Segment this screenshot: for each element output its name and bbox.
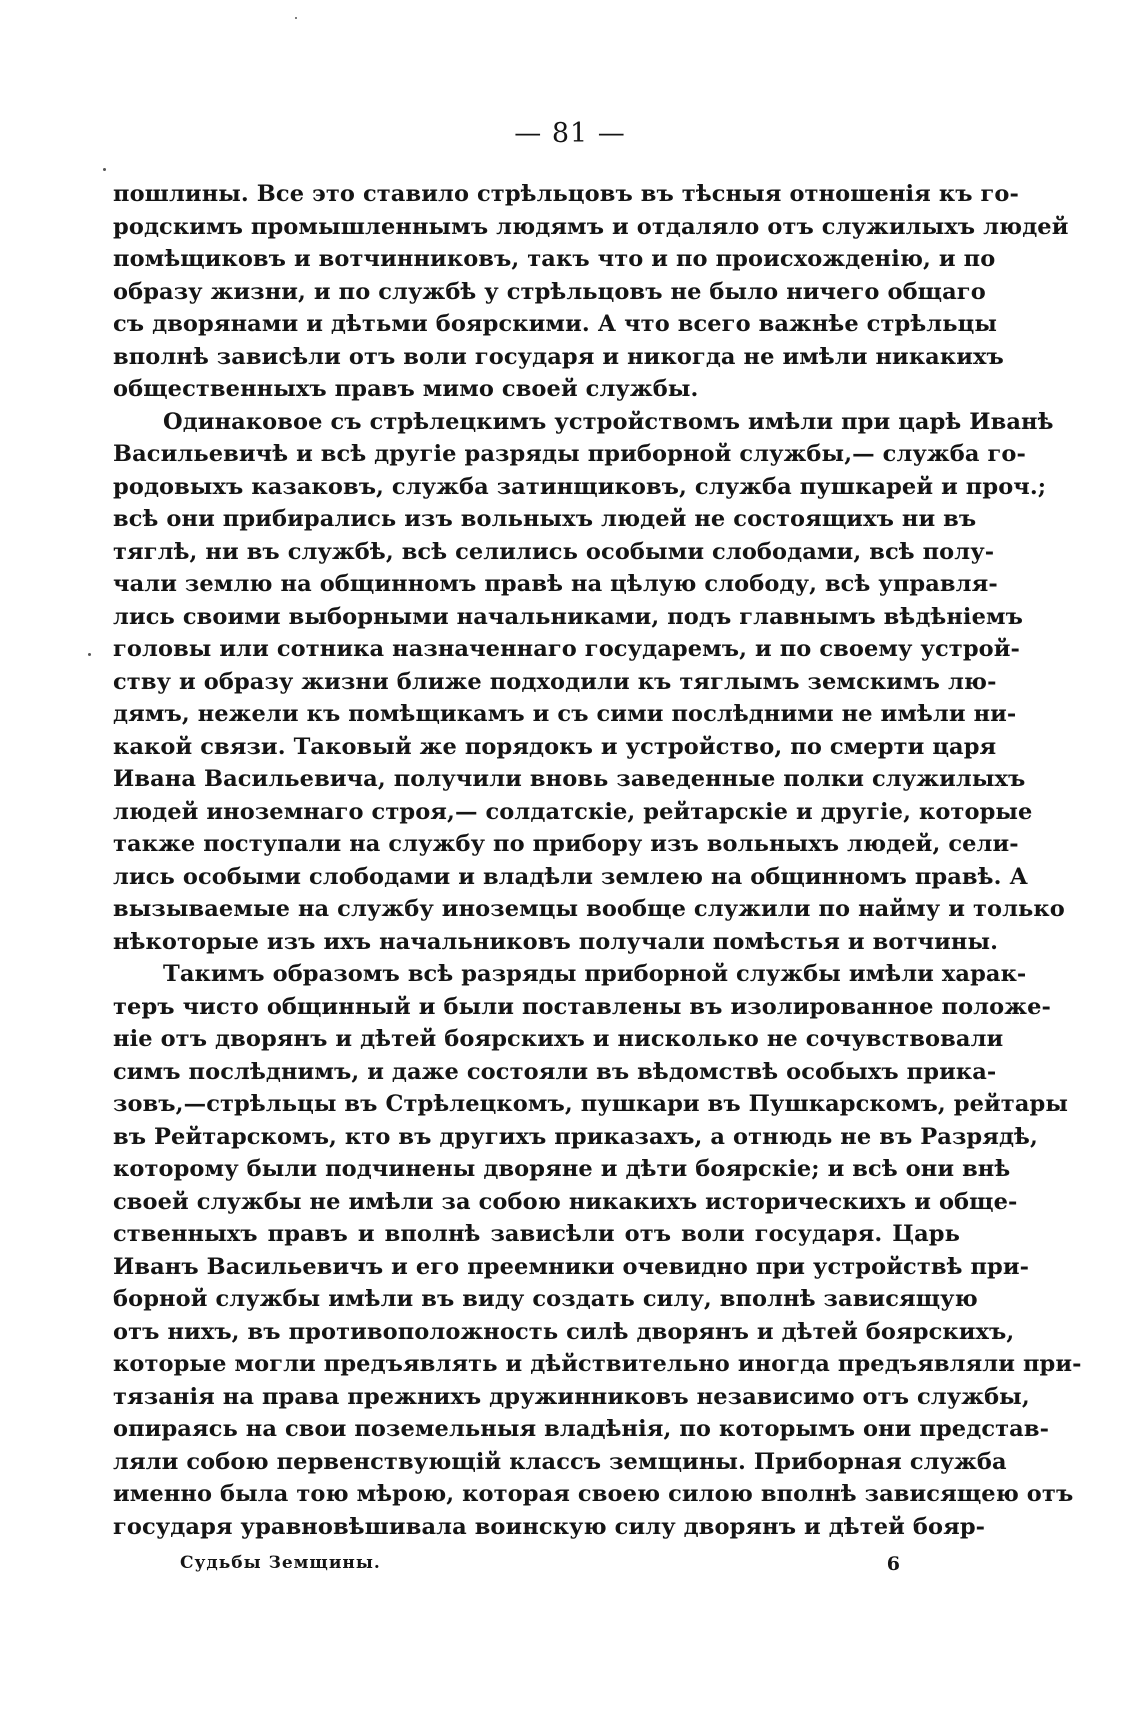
paragraph <box>113 178 1069 406</box>
page-footer <box>180 1553 900 1583</box>
text-line: дямъ, нежели къ помѣщикамъ и съ сими послѣдними не имѣли ни- <box>113 701 1017 727</box>
scan-speck <box>295 17 297 19</box>
text-line: ніе отъ дворянъ и дѣтей боярскихъ и нисколько не сочувствовали <box>113 1026 1004 1052</box>
paragraph <box>113 406 1065 959</box>
text-line: вызываемые на службу иноземцы вообще служили по найму и только <box>113 896 1065 922</box>
text-line: борной службы имѣли въ виду создать силу, вполнѣ зависящую <box>113 1286 978 1312</box>
text-line: родскимъ промышленнымъ людямъ и отдаляло отъ служилыхъ людей <box>113 213 1069 240</box>
text-line: ственныхъ правъ и вполнѣ зависѣли отъ воли государя. Царь <box>113 1221 960 1247</box>
text-line: головы или сотника назначеннаго государемъ, и по своему устрой- <box>113 636 1020 662</box>
text-line: въ Рейтарскомъ, кто въ другихъ приказахъ, а отнюдь не въ Разрядѣ, <box>113 1123 1038 1150</box>
text-line: какой связи. Таковый же порядокъ и устройство, по смерти царя <box>113 733 997 760</box>
text-line: своей службы не имѣли за собою никакихъ историческихъ и обще- <box>113 1188 1018 1215</box>
text-line: съ дворянами и дѣтьми боярскими. А что всего важнѣе стрѣльцы <box>113 311 997 337</box>
text-line: государя уравновѣшивала воинскую силу дворянъ и дѣтей бояр- <box>113 1513 986 1540</box>
text-line: также поступали на службу по прибору изъ вольныхъ людей, сели- <box>113 831 1019 857</box>
page-number: — 81 — <box>514 118 626 149</box>
text-line: лись особыми слободами и владѣли землею на общинномъ правѣ. А <box>113 863 1028 890</box>
text-line: нѣкоторые изъ ихъ начальниковъ получали помѣстья и вотчины. <box>113 928 999 955</box>
scan-speck <box>103 168 106 171</box>
text-line: Иванъ Васильевичъ и его преемники очевидно при устройствѣ при- <box>113 1253 1030 1280</box>
body-text <box>113 178 1082 1543</box>
text-line: Ивана Васильевича, получили вновь заведенные полки служилыхъ <box>113 766 1026 792</box>
text-line: именно была тою мѣрою, которая своею силою вполнѣ зависящею отъ <box>113 1481 1074 1507</box>
text-line: всѣ они прибирались изъ вольныхъ людей не состоящихъ ни въ <box>113 506 977 532</box>
text-line: теръ чисто общинный и были поставлены въ изолированное положе- <box>113 993 1051 1020</box>
footer-signature-mark: 6 <box>886 1553 900 1575</box>
text-line: Одинаковое съ стрѣлецкимъ устройствомъ имѣли при царѣ Иванѣ <box>163 408 1054 435</box>
text-line: пошлины. Все это ставило стрѣльцовъ въ тѣсныя отношенія къ го- <box>113 181 1019 207</box>
text-line: которому были подчинены дворяне и дѣти боярскіе; и всѣ они внѣ <box>113 1156 1011 1182</box>
text-line: образу жизни, и по службѣ у стрѣльцовъ не было ничего общаго <box>113 278 986 305</box>
text-line: тяглѣ, ни въ службѣ, всѣ селились особыми слободами, всѣ полу- <box>113 538 995 565</box>
text-line: зовъ,—стрѣльцы въ Стрѣлецкомъ, пушкари въ Пушкарскомъ, рейтары <box>113 1091 1069 1117</box>
text-line: ству и образу жизни ближе подходили къ тяглымъ земскимъ лю- <box>113 668 997 695</box>
text-line: чали землю на общинномъ правѣ на цѣлую слободу, всѣ управля- <box>113 571 998 597</box>
text-line: вполнѣ зависѣли отъ воли государя и никогда не имѣли никакихъ <box>113 343 1004 370</box>
text-line: опираясь на свои поземельныя владѣнія, по которымъ они представ- <box>113 1416 1050 1442</box>
paragraph <box>113 958 1082 1543</box>
text-line: симъ послѣднимъ, и даже состояли въ вѣдомствѣ особыхъ прика- <box>113 1058 997 1085</box>
text-line: тязанія на права прежнихъ дружинниковъ независимо отъ службы, <box>113 1383 1030 1410</box>
text-line: Такимъ образомъ всѣ разряды приборной службы имѣли харак- <box>163 961 1027 987</box>
footer-book-title: Судьбы Земщины. <box>180 1553 381 1573</box>
text-line: помѣщиковъ и вотчинниковъ, такъ что и по происхожденію, и по <box>113 246 996 272</box>
text-line: лись своими выборными начальниками, подъ главнымъ вѣдѣніемъ <box>113 603 1023 630</box>
text-line: Васильевичѣ и всѣ другіе разряды приборной службы,— служба го- <box>113 441 1026 467</box>
text-line: родовыхъ казаковъ, служба затинщиковъ, служба пушкарей и проч.; <box>113 473 1047 500</box>
text-line: ляли собою первенствующій классъ земщины. Приборная служба <box>113 1448 1007 1475</box>
scan-speck <box>88 653 91 656</box>
text-line: людей иноземнаго строя,— солдатскіе, рейтарскіе и другіе, которые <box>113 798 1033 825</box>
text-line: общественныхъ правъ мимо своей службы. <box>113 376 699 402</box>
text-line: которые могли предъявлять и дѣйствительно иногда предъявляли при- <box>113 1351 1082 1377</box>
text-line: отъ нихъ, въ противоположность силѣ дворянъ и дѣтей боярскихъ, <box>113 1318 1015 1345</box>
